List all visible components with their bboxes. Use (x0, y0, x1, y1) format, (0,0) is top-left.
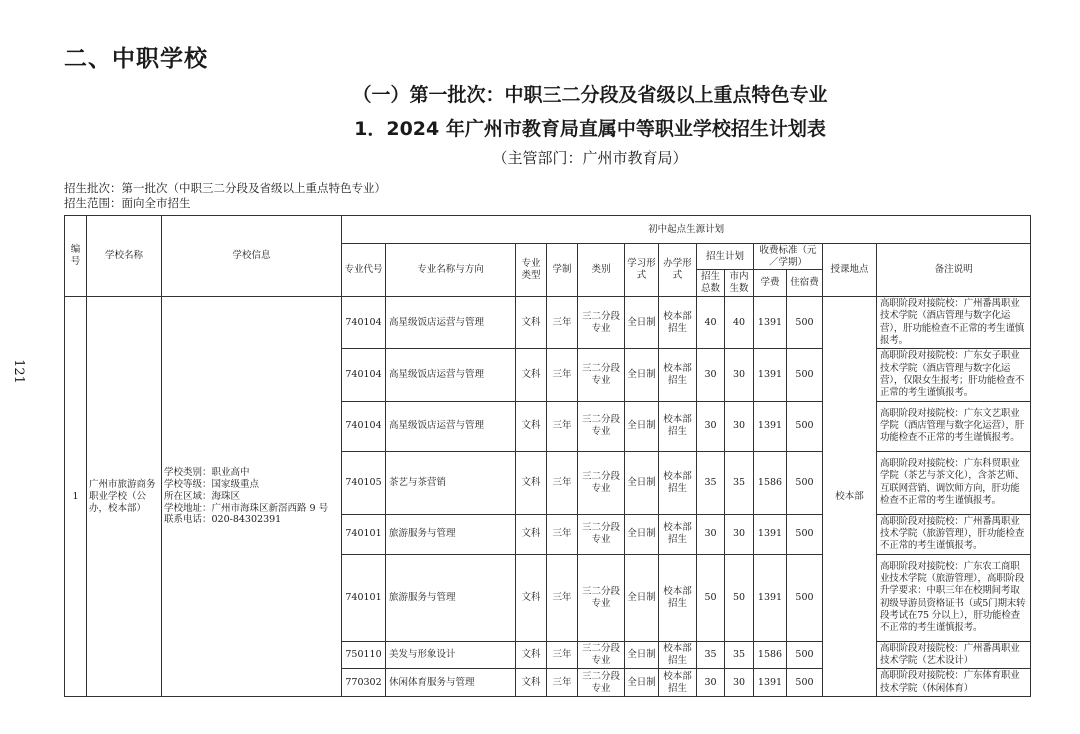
row-category: 三二分段专业 (578, 297, 625, 349)
school-info (162, 297, 342, 697)
row-enroll-local: 40 (725, 297, 754, 349)
row-duration: 三年 (547, 641, 578, 669)
row-lodging: 500 (787, 669, 823, 697)
row-enroll-local: 35 (725, 641, 754, 669)
row-enroll-local: 30 (725, 669, 754, 697)
row-remark: 高职阶段对接院校：广州番禺职业技术学院（艺术设计） (877, 641, 1031, 669)
row-major: 高星级饭店运营与管理 (386, 401, 516, 451)
row-major: 高星级饭店运营与管理 (386, 297, 516, 349)
meta-scope: 招生范围：面向全市招生 (64, 196, 191, 210)
row-lodging: 500 (787, 641, 823, 669)
row-enroll-total: 50 (697, 554, 725, 641)
row-tuition: 1586 (754, 451, 787, 514)
row-study-form: 全日制 (625, 349, 659, 401)
row-duration: 三年 (547, 349, 578, 401)
row-type: 文科 (516, 554, 547, 641)
row-study-form: 全日制 (625, 297, 659, 349)
row-enroll-total: 35 (697, 641, 725, 669)
row-duration: 三年 (547, 297, 578, 349)
row-lodging: 500 (787, 401, 823, 451)
row-tuition: 1586 (754, 641, 787, 669)
header-no: 编号 (65, 216, 87, 297)
row-tuition: 1391 (754, 401, 787, 451)
header-enroll-group: 招生计划 (697, 244, 754, 270)
row-school-form: 校本部招生 (659, 641, 697, 669)
row-enroll-total: 30 (697, 514, 725, 554)
row-type: 文科 (516, 297, 547, 349)
row-category: 三二分段专业 (578, 641, 625, 669)
row-major: 茶艺与茶营销 (386, 451, 516, 514)
row-remark: 高职阶段对接院校：广东农工商职业技术学院（旅游管理），高职阶段升学要求：中职三年在校期间考取初级导游员资格证书（或5门期末转段考试在75 分以上），肝功能检查不正常的考生谨慎报考。 (877, 554, 1031, 641)
header-enroll-total: 招生总数 (697, 270, 725, 297)
header-school-name: 学校名称 (87, 216, 162, 297)
header-major-type: 专业类型 (516, 244, 547, 297)
row-enroll-local: 50 (725, 554, 754, 641)
row-category: 三二分段专业 (578, 669, 625, 697)
row-study-form: 全日制 (625, 401, 659, 451)
row-remark: 高职阶段对接院校：广州番禺职业技术学院（旅游管理），肝功能检查不正常的考生谨慎报考。 (877, 514, 1031, 554)
row-school-form: 校本部招生 (659, 401, 697, 451)
row-study-form: 全日制 (625, 669, 659, 697)
row-code: 740104 (342, 297, 386, 349)
header-tuition: 学费 (754, 270, 787, 297)
row-lodging: 500 (787, 514, 823, 554)
row-school-form: 校本部招生 (659, 554, 697, 641)
school-info-line: 学校类别：职业高中 (164, 466, 250, 478)
row-code: 740104 (342, 349, 386, 401)
row-enroll-local: 30 (725, 514, 754, 554)
row-enroll-total: 30 (697, 669, 725, 697)
header-location: 授课地点 (823, 244, 877, 297)
header-category: 类别 (578, 244, 625, 297)
row-duration: 三年 (547, 514, 578, 554)
row-duration: 三年 (547, 401, 578, 451)
header-duration: 学制 (547, 244, 578, 297)
row-category: 三二分段专业 (578, 514, 625, 554)
row-remark: 高职阶段对接院校：广东文艺职业学院（酒店管理与数字化运营），肝功能检查不正常的考生谨慎报考。 (877, 401, 1031, 451)
row-code: 750110 (342, 641, 386, 669)
row-tuition: 1391 (754, 514, 787, 554)
row-remark: 高职阶段对接院校：广东女子职业技术学院（酒店管理与数字化运营），仅限女生报考；肝功能检查不正常的考生谨慎报考。 (877, 349, 1031, 401)
row-enroll-local: 30 (725, 401, 754, 451)
row-type: 文科 (516, 401, 547, 451)
header-major: 专业名称与方向 (386, 244, 516, 297)
section-heading: 二、中职学校 (64, 46, 208, 72)
row-lodging: 500 (787, 554, 823, 641)
row-school-form: 校本部招生 (659, 451, 697, 514)
row-major: 美发与形象设计 (386, 641, 516, 669)
row-study-form: 全日制 (625, 451, 659, 514)
header-remarks: 备注说明 (877, 244, 1031, 297)
row-category: 三二分段专业 (578, 401, 625, 451)
header-school-info: 学校信息 (162, 216, 342, 297)
school-info-line: 联系电话：020-84302391 (164, 514, 282, 526)
batch-heading: （一）第一批次：中职三二分段及省级以上重点特色专业 (352, 84, 828, 106)
page-number: 121 (10, 359, 26, 384)
row-remark: 高职阶段对接院校：广东科贸职业学院（茶艺与茶文化），含茶艺师、互联网营销、调饮师方向，肝功能检查不正常的考生谨慎报考。 (877, 451, 1031, 514)
row-code: 740105 (342, 451, 386, 514)
row-lodging: 500 (787, 297, 823, 349)
row-enroll-total: 35 (697, 451, 725, 514)
row-school-form: 校本部招生 (659, 297, 697, 349)
school-info-line: 所在区域：海珠区 (164, 490, 241, 502)
row-remark: 高职阶段对接院校：广东体育职业技术学院（休闲体育） (877, 669, 1031, 697)
row-lodging: 500 (787, 349, 823, 401)
row-school-form: 校本部招生 (659, 669, 697, 697)
header-plan-group: 初中起点生源计划 (342, 216, 1031, 244)
row-type: 文科 (516, 641, 547, 669)
header-study-form: 学习形式 (625, 244, 659, 297)
row-type: 文科 (516, 514, 547, 554)
header-school-form: 办学形式 (659, 244, 697, 297)
department-note: （主管部门：广州市教育局） (492, 149, 688, 167)
row-school-form: 校本部招生 (659, 514, 697, 554)
row-enroll-total: 30 (697, 349, 725, 401)
header-code: 专业代号 (342, 244, 386, 297)
row-enroll-local: 30 (725, 349, 754, 401)
row-category: 三二分段专业 (578, 349, 625, 401)
teaching-location: 校本部 (823, 297, 877, 697)
row-major: 旅游服务与管理 (386, 514, 516, 554)
row-category: 三二分段专业 (578, 451, 625, 514)
row-tuition: 1391 (754, 297, 787, 349)
meta-batch: 招生批次：第一批次（中职三二分段及省级以上重点特色专业） (64, 181, 386, 195)
header-enroll-local: 市内生数 (725, 270, 754, 297)
row-duration: 三年 (547, 451, 578, 514)
row-code: 740104 (342, 401, 386, 451)
header-fee-group: 收费标准（元／学期） (754, 244, 823, 270)
row-study-form: 全日制 (625, 641, 659, 669)
table-title: 1．2024 年广州市教育局直属中等职业学校招生计划表 (354, 118, 826, 140)
row-tuition: 1391 (754, 554, 787, 641)
row-tuition: 1391 (754, 669, 787, 697)
row-code: 770302 (342, 669, 386, 697)
row-enroll-local: 35 (725, 451, 754, 514)
row-duration: 三年 (547, 554, 578, 641)
row-type: 文科 (516, 451, 547, 514)
school-info-line: 学校等级：国家级重点 (164, 478, 260, 490)
row-study-form: 全日制 (625, 554, 659, 641)
row-category: 三二分段专业 (578, 554, 625, 641)
row-type: 文科 (516, 669, 547, 697)
row-code: 740101 (342, 554, 386, 641)
school-name: 广州市旅游商务职业学校（公办，校本部） (87, 297, 162, 697)
row-remark: 高职阶段对接院校：广州番禺职业技术学院（酒店管理与数字化运营），肝功能检查不正常的考生谨慎报考。 (877, 297, 1031, 349)
school-no: 1 (65, 297, 87, 697)
row-study-form: 全日制 (625, 514, 659, 554)
table-row (65, 297, 1031, 349)
row-type: 文科 (516, 349, 547, 401)
row-lodging: 500 (787, 451, 823, 514)
row-enroll-total: 40 (697, 297, 725, 349)
row-tuition: 1391 (754, 349, 787, 401)
header-lodging: 住宿费 (787, 270, 823, 297)
school-info-line: 学校地址：广州市海珠区新滘西路 9 号 (164, 502, 329, 514)
row-major: 休闲体育服务与管理 (386, 669, 516, 697)
row-code: 740101 (342, 514, 386, 554)
row-duration: 三年 (547, 669, 578, 697)
row-major: 高星级饭店运营与管理 (386, 349, 516, 401)
row-enroll-total: 30 (697, 401, 725, 451)
row-school-form: 校本部招生 (659, 349, 697, 401)
enrollment-table (64, 215, 1031, 697)
row-major: 旅游服务与管理 (386, 554, 516, 641)
